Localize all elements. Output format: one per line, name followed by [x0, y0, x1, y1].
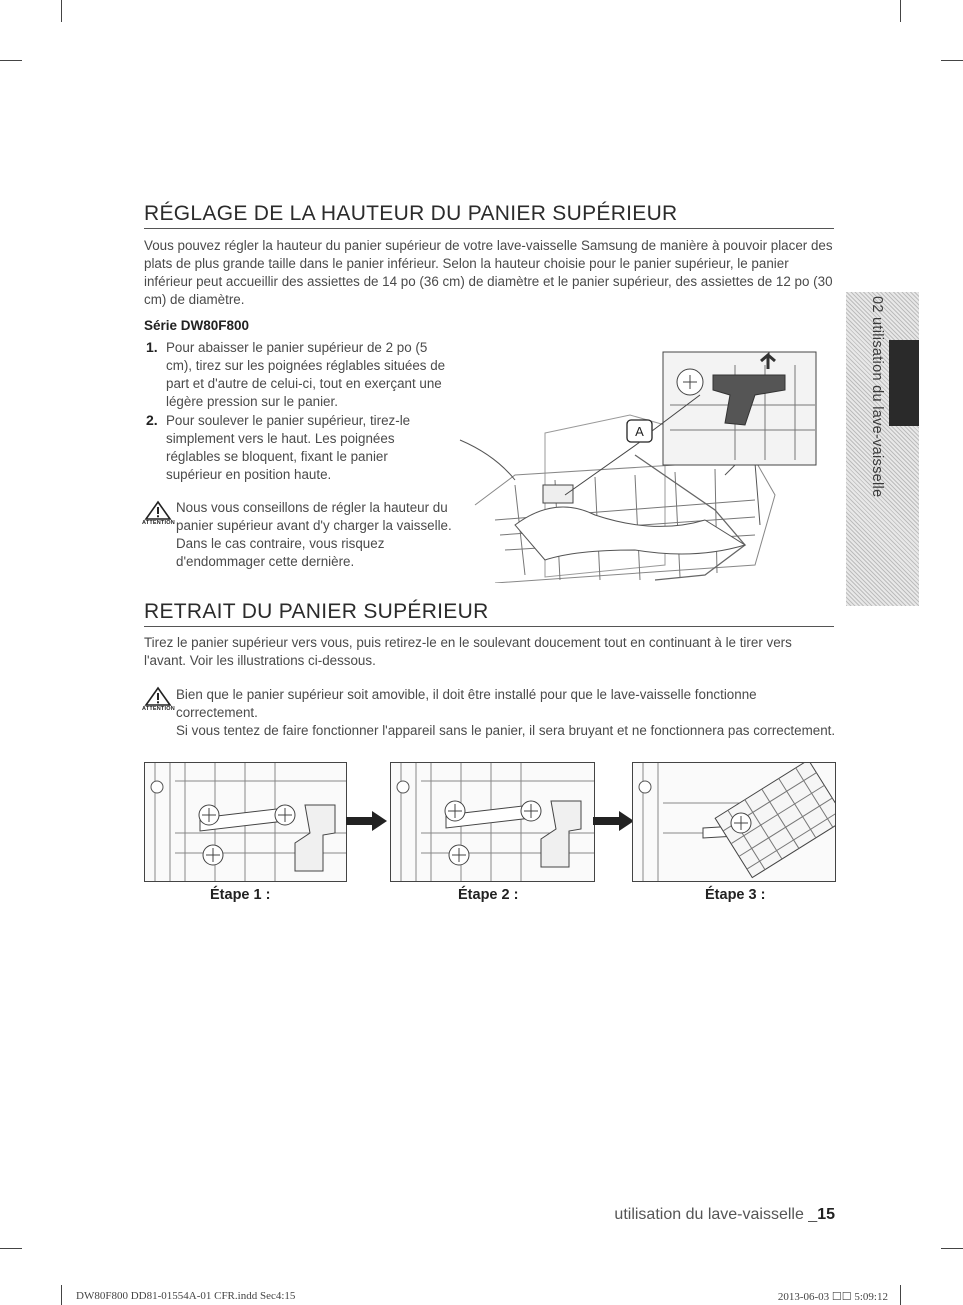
- step-number: 2.: [146, 412, 158, 428]
- intro-paragraph: Vous pouvez régler la hauteur du panier supérieur de votre lave-vaisselle Samsung de manière à pouvoir placer des plats de plus grande taille dans le panier inférieur. Selon la hauteur choisie pour le panier supérieur, le panier inférieur peut accueillir des assiettes de 14 po (36 cm) de diamètre et le panier supérieur, des assiettes de 12 po (30 cm) de diamètre.: [144, 238, 833, 307]
- warning-icon: [142, 500, 174, 530]
- step-text: Pour abaisser le panier supérieur de 2 po (5 cm), tirez sur les poignées réglables situées de part et d'autre de celui-ci, tout en exerçant une légère pression sur le panier.: [166, 340, 446, 409]
- print-file-info: DW80F800 DD81-01554A-01 CFR.indd Sec4:15: [76, 1290, 296, 1302]
- footer-section-name: utilisation du lave-vaisselle _: [614, 1206, 818, 1223]
- step-3-label: Étape 3 :: [705, 887, 766, 903]
- removal-warning-1: Bien que le panier supérieur soit amovible, il doit être installé pour que le lave-vaisselle fonctionne correctement.: [176, 687, 757, 720]
- crop-mark: [61, 0, 62, 22]
- section-title-height-adjust: RÉGLAGE DE LA HAUTEUR DU PANIER SUPÉRIEUR: [144, 202, 834, 229]
- chapter-side-tab-label: 02 utilisation du lave-vaisselle: [869, 296, 885, 498]
- crop-mark: [0, 60, 22, 61]
- crop-mark: [900, 1285, 901, 1305]
- callout-a-label: A: [635, 424, 644, 439]
- step-3-illustration: [632, 762, 836, 882]
- step-text: Pour soulever le panier supérieur, tirez-le simplement vers le haut. Les poignées réglables se bloquent, fixant le panier supérieur en position haute.: [166, 413, 411, 482]
- crop-mark: [941, 1248, 963, 1249]
- crop-mark: [900, 0, 901, 22]
- chapter-tab-marker: [889, 340, 919, 426]
- warning-icon: [142, 686, 174, 716]
- step-1-label: Étape 1 :: [210, 887, 271, 903]
- page-number: 15: [817, 1206, 835, 1223]
- crop-mark: [0, 1248, 22, 1249]
- basket-adjust-illustration: [455, 345, 835, 583]
- page-footer: [614, 1206, 835, 1224]
- section-title-removal: RETRAIT DU PANIER SUPÉRIEUR: [144, 600, 834, 627]
- step-number: 1.: [146, 339, 158, 355]
- arrow-right-icon: [346, 810, 388, 832]
- warning-label: ATTENTION: [142, 706, 175, 712]
- crop-mark: [61, 1285, 62, 1305]
- print-timestamp: 2013-06-03 ☐☐ 5:09:12: [777, 1291, 888, 1303]
- removal-warning-2: Si vous tentez de faire fonctionner l'appareil sans le panier, il sera bruyant et ne fonctionnera pas correctement.: [176, 723, 836, 738]
- step-1-illustration: [144, 762, 347, 882]
- arrow-right-icon: [593, 810, 635, 832]
- step-2-illustration: [390, 762, 595, 882]
- series-subheading: Série DW80F800: [144, 318, 250, 333]
- crop-mark: [941, 60, 963, 61]
- removal-intro: Tirez le panier supérieur vers vous, puis retirez-le en le soulevant doucement tout en continuant à le tirer vers l'avant. Voir les illustrations ci-dessous.: [144, 635, 792, 668]
- step-2-label: Étape 2 :: [458, 887, 519, 903]
- warning-text: Nous vous conseillons de régler la hauteur du panier supérieur avant d'y charger la vaisselle. Dans le cas contraire, vous risquez d'endommager cette dernière.: [176, 500, 452, 569]
- warning-label: ATTENTION: [142, 520, 175, 526]
